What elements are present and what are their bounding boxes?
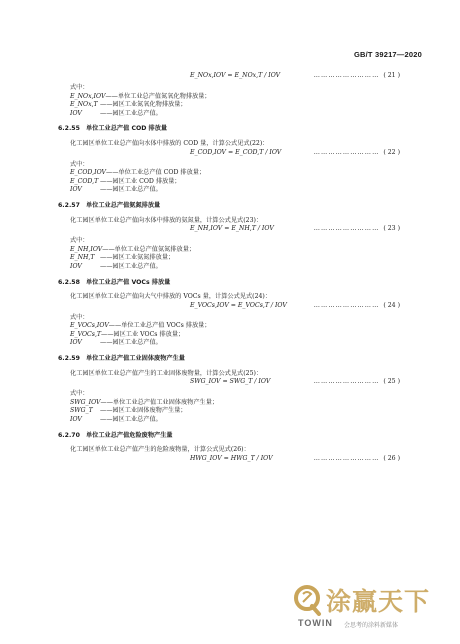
standard-code: GB/T 39217—2020 — [353, 50, 422, 59]
section-heading: 6.2.57 单位工业总产值氨氮排放量 — [58, 201, 161, 209]
formula: E_NH,IOV = E_NH,T / IOV — [190, 225, 274, 233]
watermark-chinese: 涂赢天下 — [326, 587, 431, 616]
definition-line: IOV ——园区工业总产值。 — [70, 186, 162, 194]
where-label: 式中： — [70, 390, 89, 398]
section-heading: 6.2.58 单位工业总产值 VOCs 排放量 — [58, 278, 171, 286]
formula-number: ……………………… ( 21 ) — [313, 72, 400, 79]
formula-row — [58, 149, 400, 158]
section-heading: 6.2.70 单位工业总产值危险废物产生量 — [58, 431, 173, 439]
definition-line: IOV ——园区工业总产值。 — [70, 109, 162, 117]
definition-line: IOV ——园区工业总产值。 — [70, 339, 162, 347]
section-intro: 化工园区单位工业总产值向水体中排放的氨氮量，计算公式见式(23)： — [70, 216, 263, 224]
definition-line: E_NOx,T ——园区工业氮氧化物排放量； — [70, 101, 187, 109]
definition-line: SWG_IOV——单位工业总产值工业固体废物产生量； — [70, 398, 219, 406]
where-label: 式中： — [70, 84, 89, 91]
definition-line: E_COD,T ——园区工业 COD 排放量； — [70, 177, 181, 185]
formula: SWG_IOV = SWG_T / IOV — [190, 378, 271, 386]
formula: E_NOx,IOV = E_NOx,T / IOV — [190, 72, 281, 79]
formula-row — [58, 302, 400, 311]
section-heading: 6.2.55 单位工业总产值 COD 排放量 — [58, 125, 168, 133]
formula-row — [58, 72, 400, 81]
watermark-english: TOWIN — [298, 618, 333, 628]
watermark-subtitle: 会思考的涂料新媒体 — [344, 622, 399, 629]
formula: E_COD,IOV = E_COD,T / IOV — [190, 148, 282, 156]
definition-line: E_VOCs,T——园区工业 VOCs 排放量； — [70, 330, 185, 338]
definition-line: IOV ——园区工业总产值。 — [70, 416, 162, 424]
definition-line: E_COD,IOV——单位工业总产值 COD 排放量； — [70, 169, 206, 177]
formula-number: ……………………… ( 24 ) — [313, 301, 400, 309]
section-intro: 化工园区单位工业总产值向大气中排放的 VOCs 量，计算公式见式(24)： — [70, 293, 272, 301]
where-label: 式中： — [70, 160, 89, 168]
section-intro: 化工园区单位工业总产值向水体中排放的 COD 量，计算公式见式(22)： — [70, 139, 269, 147]
formula-number: ……………………… ( 25 ) — [313, 378, 400, 386]
where-label: 式中： — [70, 237, 89, 245]
section-intro: 化工园区单位工业总产值产生的危险废物量，计算公式见式(26)： — [70, 446, 250, 454]
definition-line: E_NH,T ——园区工业氨氮排放量； — [70, 254, 175, 262]
formula-row — [58, 378, 400, 387]
section-heading: 6.2.59 单位工业总产值工业固体废物产生量 — [58, 355, 185, 363]
definition-line: E_NOx,IOV——单位工业总产值氮氧化物排放量； — [70, 92, 211, 100]
formula-number: ……………………… ( 23 ) — [313, 225, 400, 233]
document-body — [58, 72, 400, 464]
definition-line: E_VOCs,IOV——单位工业总产值 VOCs 排放量； — [70, 322, 211, 330]
formula-number: ……………………… ( 22 ) — [313, 148, 400, 156]
definition-line: E_NH,IOV——单位工业总产值氨氮排放量； — [70, 245, 196, 253]
towin-logo-icon — [292, 584, 322, 616]
formula: E_VOCs,IOV = E_VOCs,T / IOV — [190, 301, 287, 309]
towin-watermark — [292, 582, 442, 634]
formula-row — [58, 225, 400, 234]
formula: HWG_IOV = HWG_T / IOV — [190, 454, 273, 462]
definition-line: SWG_T ——园区工业固体废物产生量； — [70, 407, 187, 415]
formula-row — [58, 455, 400, 464]
section-intro: 化工园区单位工业总产值产生的工业固体废物量，计算公式见式(25)： — [70, 369, 263, 377]
formula-number: ……………………… ( 26 ) — [313, 454, 400, 462]
definition-line: IOV ——园区工业总产值。 — [70, 262, 162, 270]
where-label: 式中： — [70, 313, 89, 321]
